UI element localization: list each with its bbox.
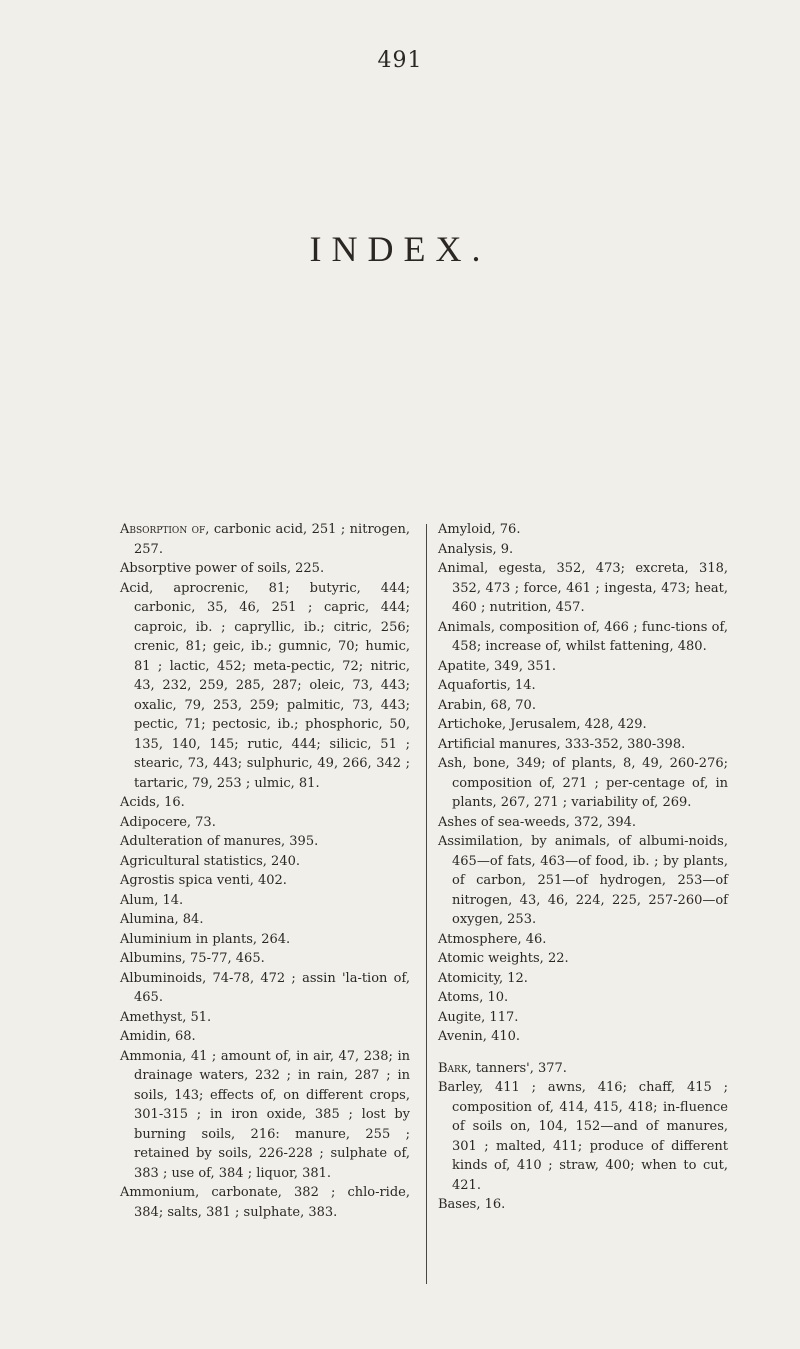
index-entry: [120, 1008, 410, 1028]
index-columns: [120, 520, 728, 1300]
index-entry: [120, 852, 410, 872]
index-entry-text: Ammonia, 41 ; amount of, in air, 47, 238; in drainage waters, 232 ; in rain, 287 ; in soils, 143; effects of, on different crops, 301-315 ; in iron oxide, 385 ; lost by burning soils, 216: manure, 255 ; retained by soils, 226-228 ; sulphate of, 383 ; use of, 384 ; liquor, 381.: [120, 1048, 410, 1181]
index-entry-text: Atmosphere, 46.: [438, 931, 547, 947]
index-entry: [438, 618, 728, 657]
index-entry-text: Amyloid, 76.: [438, 522, 521, 537]
index-entry-text: Animals, composition of, 466 ; func-tions of, 458; increase of, whilst fattening, 480.: [438, 619, 728, 654]
index-entry-text: Arabin, 68, 70.: [438, 697, 536, 713]
index-entry: [438, 832, 728, 930]
index-entry: [438, 1195, 728, 1215]
index-entry: [120, 930, 410, 950]
index-entry: [438, 559, 728, 618]
index-entry-text: Acid, aprocrenic, 81; butyric, 444; carbonic, 35, 46, 251 ; capric, 444; caproic, ib. ; capryllic, ib.; citric, 256; crenic, 81; geic, ib.; gumnic, 70; humic, 81 ; lactic, 452; meta-pectic, 72; nitric, 43, 232, 259, 285, 287; oleic, 73, 443; oxalic, 79, 253, 259; palmitic, 73, 443; pectic, 71; pectosic, ib.; phosphoric, 50, 135, 140, 145; rutic, 444; silicic, 51 ; stearic, 73, 443; sulphuric, 49, 266, 342 ; tartaric, 79, 253 ; ulmic, 81.: [120, 580, 410, 791]
index-entry-text: Avenin, 410.: [438, 1029, 521, 1044]
index-entry-text: Aquafortis, 14.: [438, 678, 536, 693]
index-entry-text: carbonic acid, 251 ; nitrogen, 257.: [134, 522, 410, 557]
index-entry-text: Augite, 117.: [438, 1009, 519, 1025]
index-entry-text: Agrostis spica venti, 402.: [120, 873, 287, 888]
index-entry-text: Ammonium, carbonate, 382 ; chlo-ride, 384; salts, 381 ; sulphate, 383.: [120, 1185, 410, 1220]
index-entry-text: Analysis, 9.: [438, 541, 514, 557]
index-entry: [438, 969, 728, 989]
index-entry: [120, 1183, 410, 1222]
index-entry-text: Animal, egesta, 352, 473; excreta, 318, 352, 473 ; force, 461 ; ingesta, 473; heat, 460 ; nutrition, 457.: [438, 561, 728, 615]
index-entry-text: Albuminoids, 74-78, 472 ; assin 'la-tion of, 465.: [120, 970, 410, 1005]
index-entry-text: Ashes of sea-weeds, 372, 394.: [438, 814, 637, 830]
index-entry-text: Amidin, 68.: [120, 1029, 196, 1044]
index-entry-text: Artificial manures, 333-352, 380-398.: [438, 736, 686, 752]
index-entry-text: tanners', 377.: [471, 1060, 567, 1076]
index-entry-text: Atoms, 10.: [438, 990, 509, 1005]
page-number: 491: [377, 48, 423, 73]
index-entry: [120, 579, 410, 794]
column-divider: [426, 524, 427, 1284]
index-entry: [438, 657, 728, 677]
index-entry-text: Ash, bone, 349; of plants, 8, 49, 260-276; composition of, 271 ; per-centage of, in plants, 267, 271 ; variability of, 269.: [438, 756, 728, 810]
index-entry: [438, 1008, 728, 1028]
index-entry: [438, 520, 728, 540]
index-entry: [120, 1027, 410, 1047]
index-entry: [438, 1078, 728, 1195]
index-entry: [438, 813, 728, 833]
index-entry: [438, 696, 728, 716]
right-column: [438, 520, 728, 1215]
index-entry-text: Atomicity, 12.: [438, 970, 528, 986]
left-column: [120, 520, 410, 1222]
index-entry-text: Artichoke, Jerusalem, 428, 429.: [438, 717, 647, 732]
index-entry: [438, 754, 728, 813]
index-entry-text: Albumins, 75-77, 465.: [120, 951, 265, 966]
index-entry: [438, 1059, 728, 1079]
index-entry: [438, 715, 728, 735]
index-entry-text: Alum, 14.: [120, 892, 184, 908]
index-entry-text: Apatite, 349, 351.: [438, 658, 557, 674]
index-entry: [438, 1027, 728, 1047]
index-entry-head: Absorption of,: [120, 522, 210, 537]
index-entry: [438, 540, 728, 560]
index-entry-text: Adulteration of manures, 395.: [120, 834, 319, 849]
index-entry-text: Agricultural statistics, 240.: [120, 853, 300, 869]
index-entry: [120, 832, 410, 852]
index-entry-text: Amethyst, 51.: [120, 1009, 212, 1025]
index-heading: INDEX.: [309, 229, 491, 269]
index-entry-text: Adipocere, 73.: [120, 814, 216, 830]
index-entry-text: Atomic weights, 22.: [438, 951, 569, 966]
index-entry: [120, 813, 410, 833]
index-entry: [120, 949, 410, 969]
index-entry-text: Alumina, 84.: [120, 912, 204, 927]
index-entry: [438, 930, 728, 950]
index-entry: [438, 735, 728, 755]
index-entry-text: Absorptive power of soils, 225.: [120, 561, 325, 576]
index-entry: [120, 871, 410, 891]
index-entry: [120, 910, 410, 930]
index-entry-text: Assimilation, by animals, of albumi-noids, 465—of fats, 463—of food, ib. ; by plants, of carbon, 251—of hydrogen, 253—of nitrogen, 43, 46, 224, 225, 257-260—of oxygen, 253.: [438, 834, 728, 927]
index-entry: [120, 891, 410, 911]
index-entry-text: Bases, 16.: [438, 1197, 506, 1212]
index-entry: [120, 559, 410, 579]
index-entry-text: Acids, 16.: [120, 795, 185, 810]
index-entry: [438, 676, 728, 696]
index-entry: [120, 793, 410, 813]
index-entry: [120, 520, 410, 559]
index-entry: [438, 949, 728, 969]
index-entry-text: Aluminium in plants, 264.: [120, 931, 291, 947]
index-entry: [120, 1047, 410, 1184]
index-entry-head: Bark,: [438, 1060, 472, 1076]
index-entry-text: Barley, 411 ; awns, 416; chaff, 415 ; composition of, 414, 415, 418; in-fluence of soils on, 104, 152—and of manures, 301 ; malted, 411; produce of different kinds of, 410 ; straw, 400; when to cut, 421.: [438, 1080, 728, 1193]
index-entry: [438, 988, 728, 1008]
index-entry: [120, 969, 410, 1008]
